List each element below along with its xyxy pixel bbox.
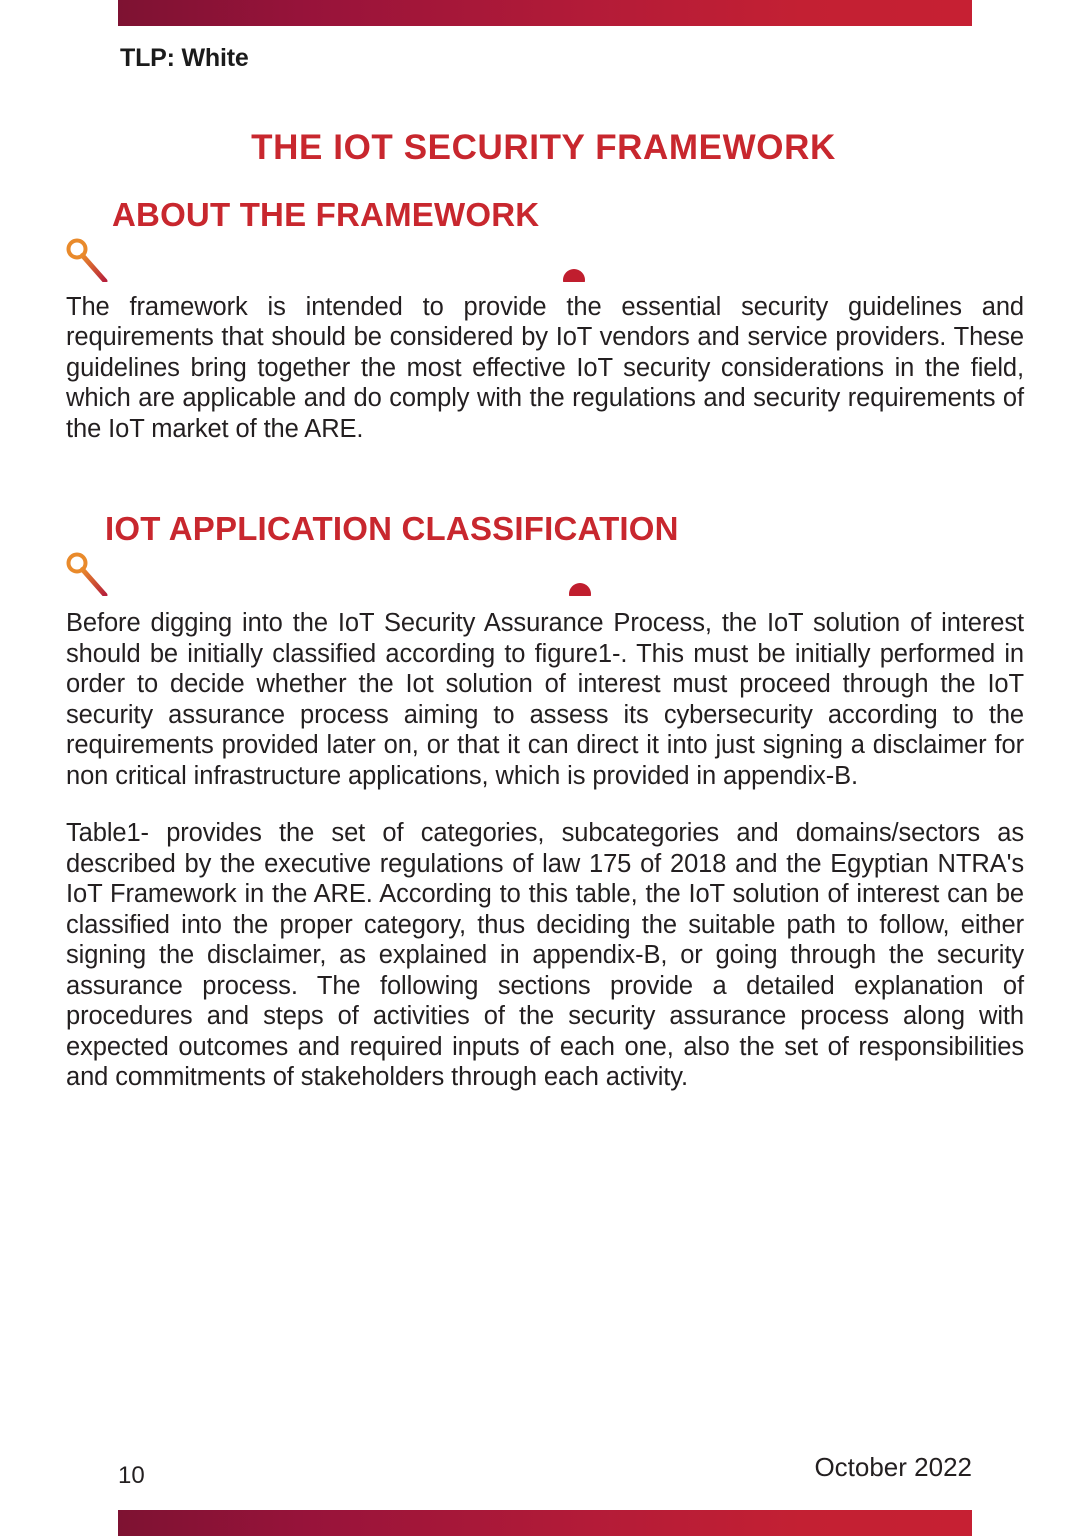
page-footer (118, 1452, 972, 1489)
top-decorative-bar (118, 0, 972, 26)
section-heading: ABOUT THE FRAMEWORK (112, 196, 540, 233)
section-body (66, 608, 1024, 1093)
paragraph: The framework is intended to provide the essential security guidelines and requirements that should be considered by IoT vendors and service providers. These guidelines bring together the most effective IoT security considerations in the field, which are applicable and do comply with the regulations and security requirements of the IoT market of the ARE. (66, 292, 1024, 443)
footer-date: October 2022 (814, 1452, 972, 1482)
section-divider-ornament (66, 550, 1024, 596)
ornament-elbow-line (83, 255, 106, 281)
ornament-end-dot-icon (569, 583, 591, 596)
section-about-the-framework (66, 196, 1024, 444)
paragraph: Table1- provides the set of categories, subcategories and domains/sectors as described by the executive regulations of law 175 of 2018 and the Egyptian NTRA's IoT Framework in the ARE. According to this table, the IoT solution of interest can be classified into the proper category, thus deciding the suitable path to follow, either signing the disclaimer, as explained in appendix-B, or going through the security assurance process. The following sections provide a detailed explanation of procedures and steps of activities of the security assurance process along with expected outcomes and required inputs of each one, also the set of responsibilities and commitments of stakeholders through each activity. (66, 819, 1024, 1092)
ornament-elbow-line (83, 570, 106, 596)
section-body (66, 292, 1024, 445)
paragraph: Before digging into the IoT Security Assurance Process, the IoT solution of interest should be initially classified according to figure1-. This must be initially performed in order to decide whether the Iot solution of interest must proceed through the IoT security assurance process aiming to assess its cybersecurity according to the requirements provided later on, or that it can direct it into just signing a disclaimer for non critical infrastructure applications, which is provided in appendix-B. (66, 609, 1024, 790)
page-number: 10 (118, 1462, 145, 1489)
document-content (66, 196, 1024, 1093)
bottom-decorative-bar (118, 1510, 972, 1536)
section-divider-ornament (66, 236, 1024, 282)
ornament-end-dot-icon (563, 269, 585, 282)
tlp-marking: TLP: White (120, 44, 249, 72)
section-iot-application-classification (66, 510, 1024, 1092)
section-heading: IOT APPLICATION CLASSIFICATION (105, 510, 679, 548)
page-title: THE IOT SECURITY FRAMEWORK (251, 128, 836, 167)
